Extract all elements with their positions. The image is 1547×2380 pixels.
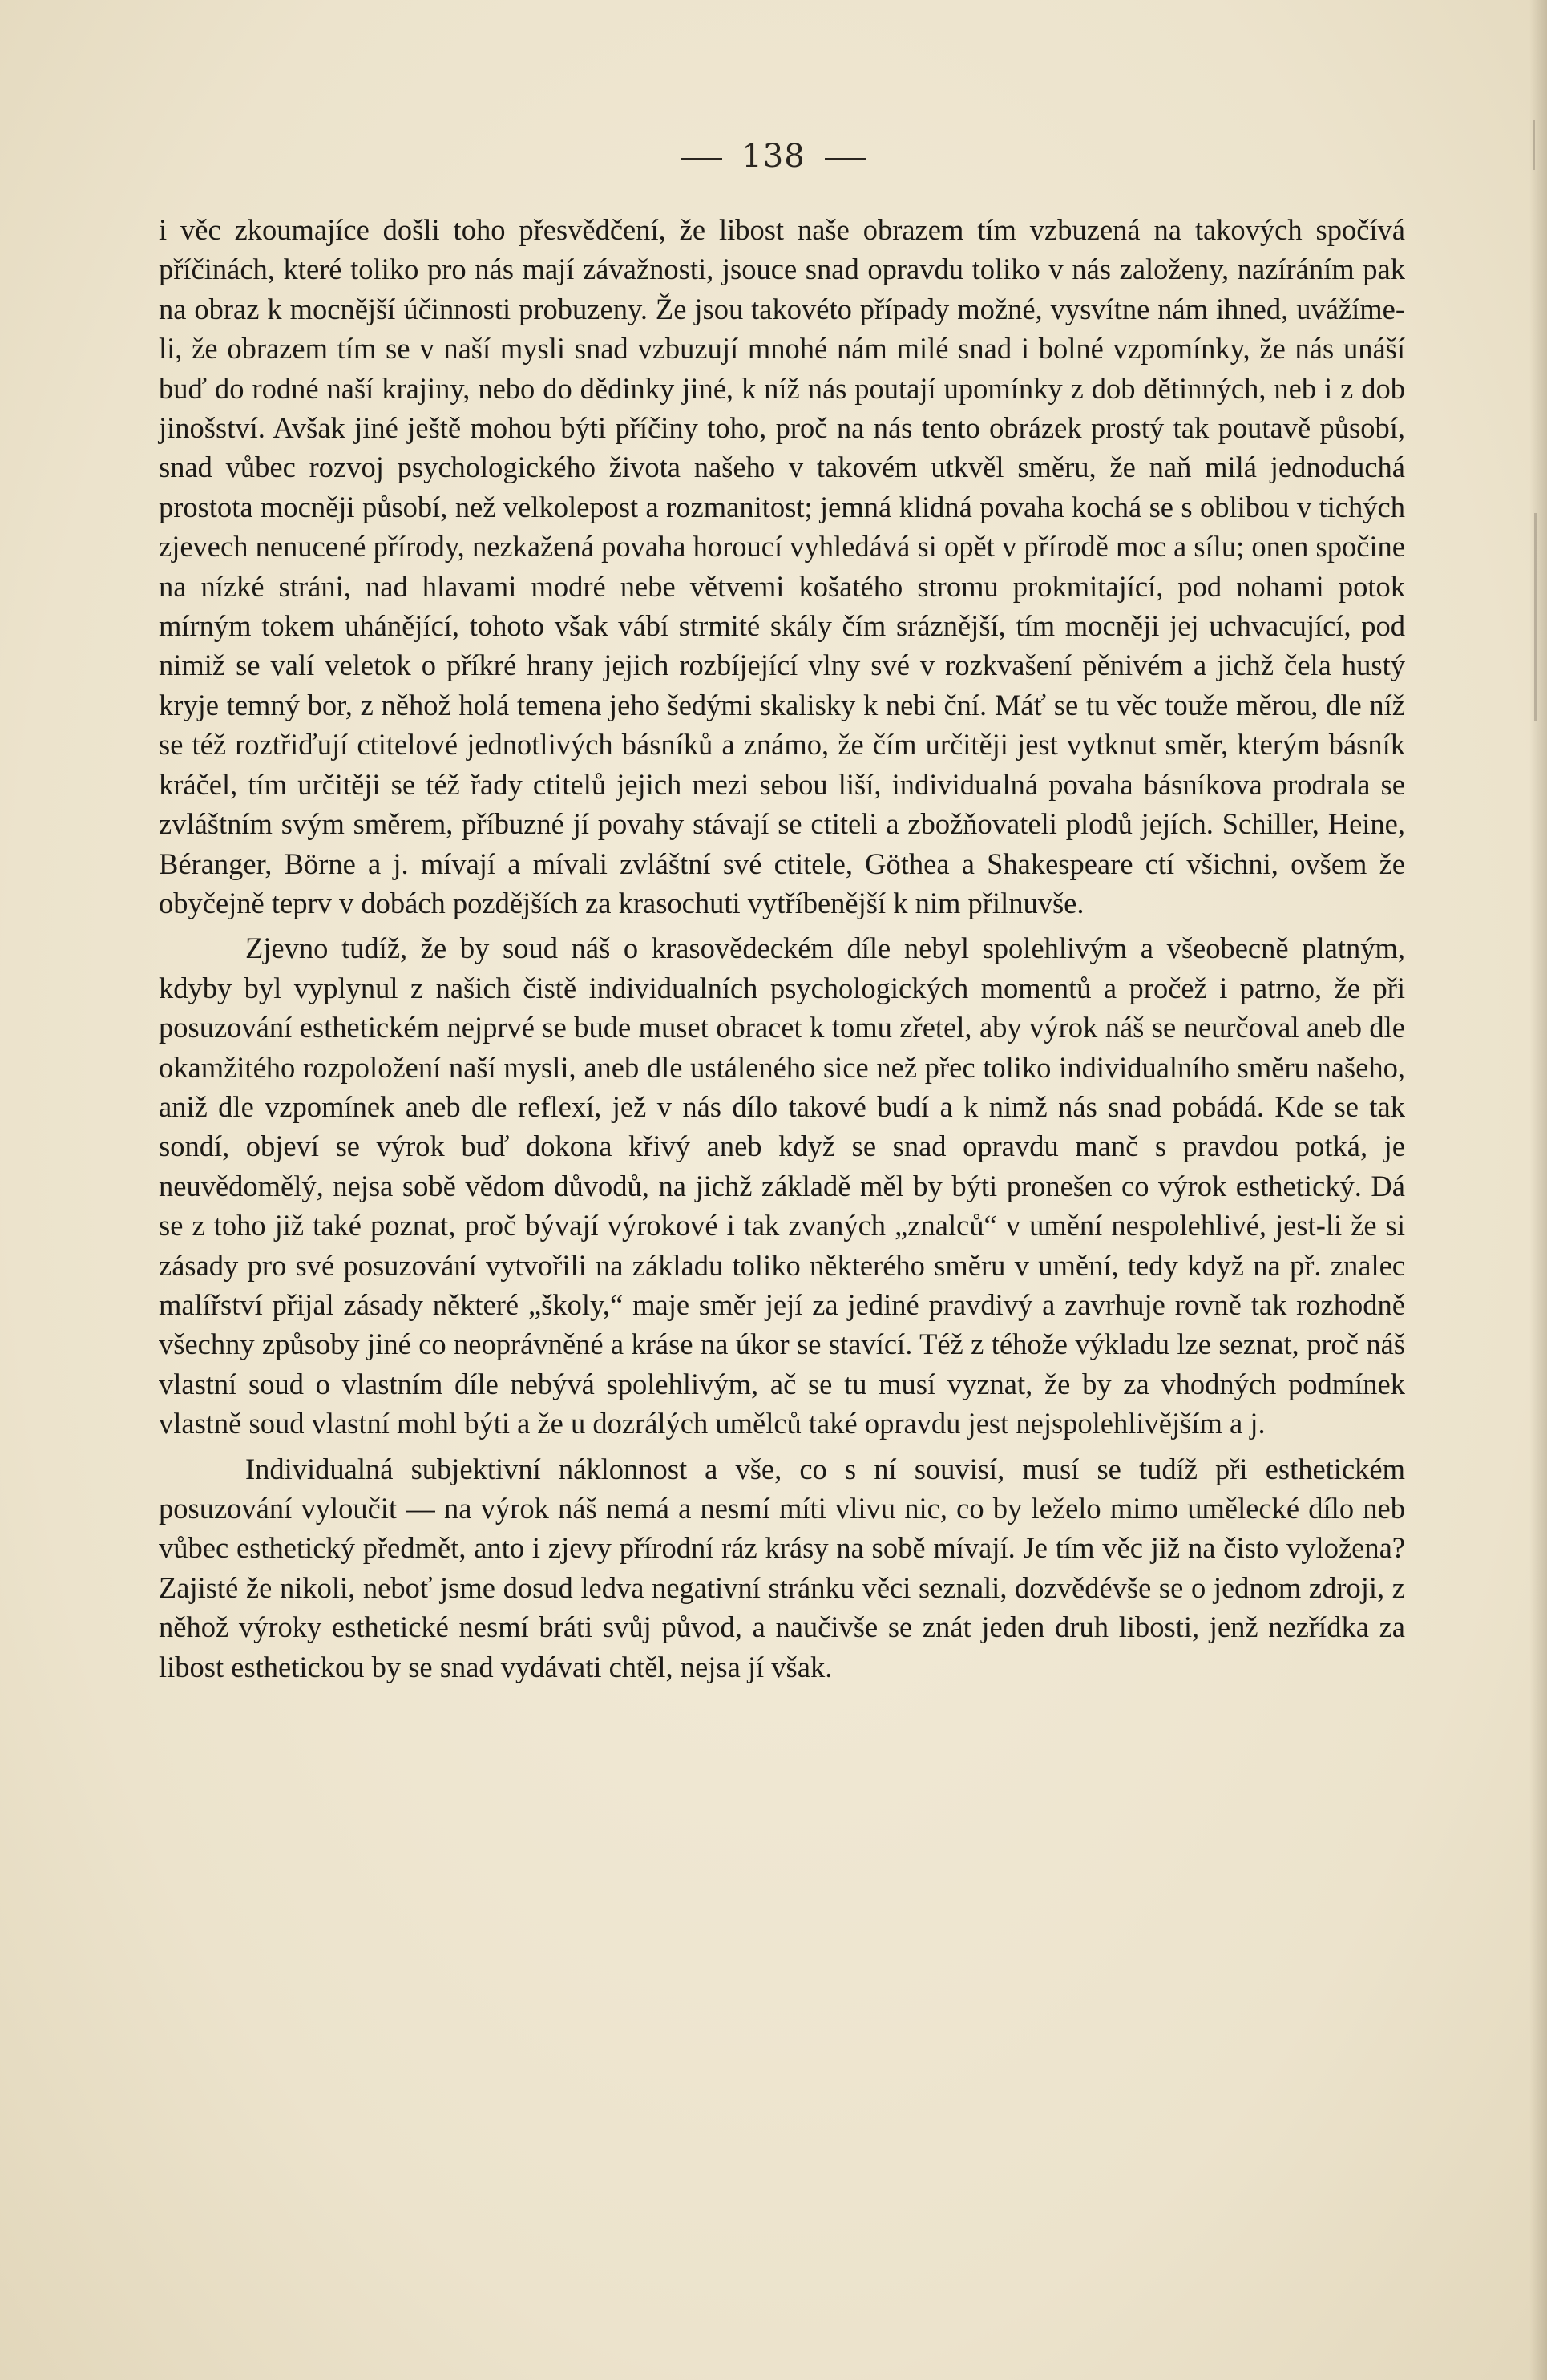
margin-mark <box>1534 513 1537 721</box>
page-number: 138 <box>741 138 806 175</box>
page-number-header <box>0 138 1547 175</box>
page-body-text <box>159 210 1405 1687</box>
page-edge-shadow <box>1529 0 1547 2380</box>
header-dash-right <box>825 158 866 160</box>
header-dash-left <box>681 158 722 160</box>
paragraph-3: Individualná subjektivní náklonnost a vše, co s ní souvisí, musí se tudíž při esthetickém posuzování vyloučit — na výrok náš nemá a nesmí míti vlivu nic, co by leželo mimo umělecké dílo neb vůbec esthetický předmět, anto i zjevy přírodní ráz krásy na sobě mívají. Je tím věc již na čisto vyložena? Zajisté že nikoli, neboť jsme dosud ledva negativní stránku věci seznali, dozvědévše se o jednom zdroji, z něhož výroky esthetické nesmí bráti svůj původ, a naučivše se znát jeden druh libosti, jenž nezřídka za libost esthetickou by se snad vydávati chtěl, nejsa jí však. <box>159 1452 1405 1683</box>
paragraph-1: i věc zkoumajíce došli toho přesvědčení, že libost naše obrazem tím vzbuzená na takových spočívá příčinách, které toliko pro nás mají závažnosti, jsouce snad opravdu toliko v nás založeny, nazíráním pak na obraz k mocnější účinnosti probuzeny. Že jsou takovéto případy možné, vysvítne nám ihned, uvážíme-li, že obrazem tím se v naší mysli snad vzbuzují mnohé nám milé snad i bolné vzpomínky, že nás unáší buď do rodné naší krajiny, nebo do dědinky jiné, k níž nás poutají upomínky z dob dětinných, neb i z dob jinošství. Avšak jiné ještě mohou býti příčiny toho, proč na nás tento obrázek prostý tak poutavě působí, snad vůbec rozvoj psychologického života našeho v takovém utkvěl směru, že naň milá jednoduchá prostota mocněji působí, než velkolepost a rozmanitost; jemná klidná povaha kochá se s oblibou v tichých zjevech nenucené přírody, nezkažená povaha horoucí vyhledává si opět v přírodě moc a sílu; onen spočine na nízké stráni, nad hlavami modré nebe větvemi košatého stromu prokmitající, pod nohami potok mírným tokem uhánějící, tohoto však vábí strmité skály čím sráznější, tím mocněji jej uchvacující, pod nimiž se valí veletok o příkré hrany jejich rozbíjející vlny své v rozkvašení pěnivém a jichž čela hustý kryje temný bor, z něhož holá temena jeho šedými skalisky k nebi ční. Máť se tu věc touže měrou, dle níž se též roztřiďují ctitelové jednotlivých básníků a známo, že čím určitěji jest vytknut směr, kterým básník kráčel, tím určitěji se též řady ctitelů jejich mezi sebou liší, individualná povaha básníkova prodrala se zvláštním svým směrem, příbuzné jí povahy stávají se ctiteli a zbožňovateli plodů jejích. Schiller, Heine, Béranger, Börne a j. mívají a mívali zvláštní své ctitele, Göthea a Shakespeare ctí všichni, ovšem že obyčejně teprv v dobách pozdějších za krasochuti vytříbenější k nim přilnuvše. <box>159 213 1405 919</box>
paragraph-2: Zjevno tudíž, že by soud náš o krasovědeckém díle nebyl spolehlivým a všeobecně platným, kdyby byl vyplynul z našich čistě individualních psychologických momentů a pročež i patrno, že při posuzování esthetickém nejprvé se bude muset obracet k tomu zřetel, aby výrok náš se neurčoval aneb dle okamžitého rozpoložení naší mysli, aneb dle ustáleného sice než přec toliko individualního směru našeho, aniž dle vzpomínek aneb dle reflexí, jež v nás dílo takové budí a k nimž nás snad pobádá. Kde se tak sondí, objeví se výrok buď dokona křivý aneb když se snad opravdu manč s pravdou potká, je neuvědomělý, nejsa sobě vědom důvodů, na jichž základě měl by býti pronešen co výrok esthetický. Dá se z toho již také poznat, proč bývají výrokové i tak zvaných „znalců“ v umění nespolehlivé, jest-li že si zásady pro své posuzování vytvořili na základu toliko některého směru v umění, tedy když na př. znalec malířství přijal zásady některé „školy,“ maje směr její za jediné pravdivý a zavrhuje rovně tak rozhodně všechny způsoby jiné co neoprávněné a kráse na úkor se stavící. Též z téhože výkladu lze seznat, proč náš vlastní soud o vlastním díle nebývá spolehlivým, ač se tu musí vyznat, že by za vhodných podmínek vlastně soud vlastní mohl býti a že u dozrálých umělců také opravdu jest nejspolehlivějším a j. <box>159 931 1405 1441</box>
